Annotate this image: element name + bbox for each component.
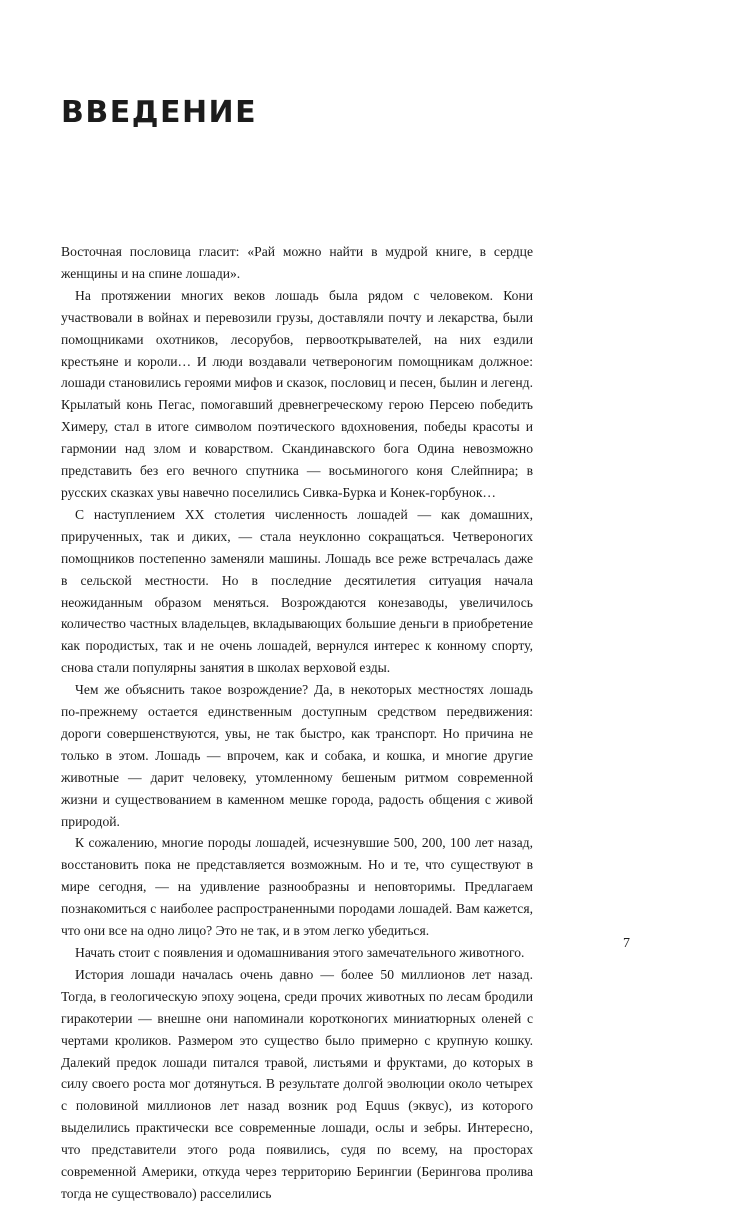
paragraph: Восточная пословица гласит: «Рай можно найти в мудрой книге, в сердце женщины и на спине лошади». xyxy=(61,244,533,281)
paragraph: К сожалению, многие породы лошадей, исчезнувшие 500, 200, 100 лет назад, восстановить пока не представляется возможным. Но и те, что существуют в мире сегодня, — на удивление разнообразны и неповторимы. Предлагаем познакомиться с наиболее распространенными породами лошадей. Вам кажется, что они все на одно лицо? Это не так, и в этом легко убедиться. xyxy=(61,835,533,939)
paragraph: Начать стоит с появления и одомашнивания этого замечательного животного. xyxy=(75,945,525,960)
page-number: 7 xyxy=(623,936,630,951)
paragraph: С наступлением XX столетия численность лошадей — как домашних, прирученных, так и диких, — стала неуклонно сокращаться. Четвероногих помощников постепенно заменяли машины. Лошадь все реже встречалась даже в сельской местности. Но в последние десятилетия ситуация начала неожиданным образом меняться. Возрождаются конезаводы, увеличилось количество частных владельцев, вкладывающих большие деньги в приобретение как породистых, так и не очень лошадей, вернулся интерес к конному спорту, снова стали популярны занятия в школах верховой езды. xyxy=(61,506,533,676)
paragraph: История лошади началась очень давно — более 50 миллионов лет назад. Тогда, в геологическую эпоху эоцена, среди прочих животных по лесам бродили гиракотерии — внешне они напоминали коротконогих миниатюрных оленей с чертами кроликов. Размером это существо было примерно с крупную кошку. Далекий предок лошади питался травой, листьями и фруктами, до которых в силу своего роста мог дотянуться. В результате долгой эволюции около четырех с половиной миллионов лет назад возник род Equus (эквус), из которого выделились практически все современные лошади, ослы и зебры. Интересно, что представители этого рода появились, судя по всему, на просторах современной Америки, откуда через территорию Берингии (Берингова пролива тогда не существовало) расселились xyxy=(61,966,533,1201)
chapter-title: ВВЕДЕНИЕ xyxy=(61,95,258,130)
paragraph: Чем же объяснить такое возрождение? Да, в некоторых местностях лошадь по-прежнему остается единственным доступным средством передвижения: дороги совершенствуются, увы, не так быстро, как транспорт. Но причина не только в этом. Лошадь — впрочем, как и собака, и кошка, и многие другие животные — дарит человеку, утомленному бешеным ритмом современной жизни и существованием в каменном мешке города, радость общения с живой природой. xyxy=(61,682,533,829)
paragraph: На протяжении многих веков лошадь была рядом с человеком. Кони участвовали в войнах и перевозили грузы, доставляли почту и лекарства, были помощниками охотников, лесорубов, первооткрывателей, на них ездили крестьяне и короли… И люди воздавали четвероногим помощникам должное: лошади становились героями мифов и сказок, пословиц и песен, былин и легенд. Крылатый конь Пегас, помогавший древнегреческому герою Персею победить Химеру, стал в итоге символом поэтического вдохновения, победы красоты и гармонии над злом и коварством. Скандинавского бога Одина невозможно представить без его вечного спутника — восьминогого коня Слейпнира; в русских сказках увы навечно поселились Сивка-Бурка и Конек-горбунок… xyxy=(61,287,533,500)
body-text xyxy=(61,241,533,1205)
